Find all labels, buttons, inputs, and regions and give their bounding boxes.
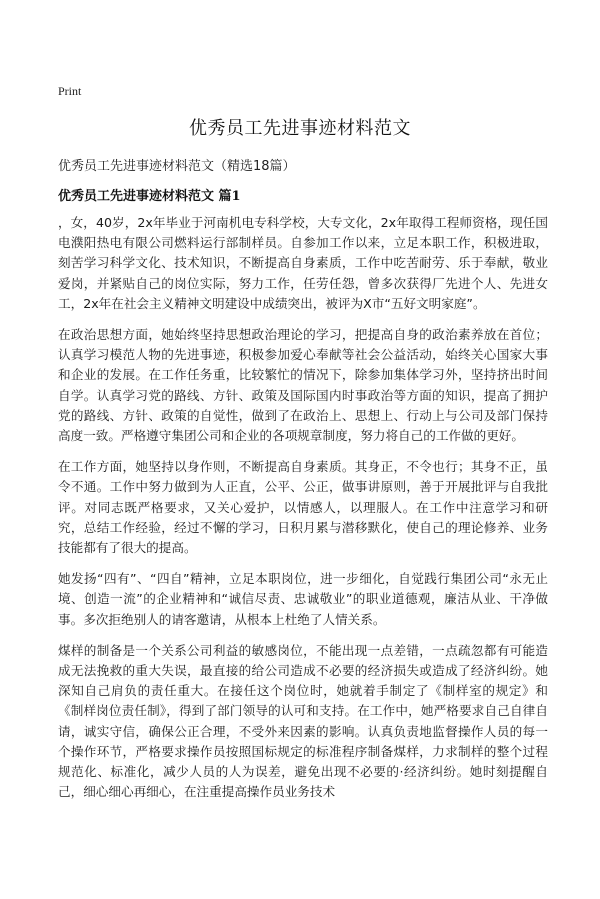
document-title: 优秀员工先进事迹材料范文 bbox=[189, 118, 411, 139]
body-text bbox=[58, 213, 548, 813]
paragraph-intro: ，女，40岁，2x年毕业于河南机电专科学校，大专文化，2x年取得工程师资格，现任国电濮阳热电有限公司燃料运行部制样员。自参加工作以来，立足本职工作，积极进取，刻苦学习科学文化、技术知识，不断提高自身素质，工作中吃苦耐劳、乐于奉献，敬业爱岗，并紧贴自己的岗位实际，努力工作，任劳任怨，曾多次获得厂先进个人、先进女工，2x年在社会主义精神文明建设中成绩突出，被评为X市“五好文明家庭”。 bbox=[58, 215, 548, 311]
paragraph-political: 在政治思想方面，她始终坚持思想政治理论的学习，把提高自身的政治素养放在首位；认真学习模范人物的先进事迹，积极参加爱心奉献等社会公益活动，始终关心国家大事和企业的发展。在工作任务重，比较繁忙的情况下，除参加集体学习外，坚持挤出时间自学。认真学习党的路线、方针、政策及国际国内时事政治等方面的知识，提高了拥护党的路线、方针、政策的自觉性，做到了在政治上、思想上、行动上与公司及部门保持高度一致。严格遵守集团公司和企业的各项规章制度，努力将自己的工作做的更好。 bbox=[58, 327, 548, 444]
paragraph-sample-prep: 煤样的制备是一个关系公司利益的敏感岗位，不能出现一点差错，一点疏忽都有可能造成无法挽救的重大失误，最直接的给公司造成不必要的经济损失或造成了经济纠纷。她深知自己肩负的责任重大。在接任这个岗位时，她就着手制定了《制样室的规定》和《制样岗位责任制》，得到了部门领导的认可和支持。在工作中，她严格要求自己自律自请，诚实守信，确保公正合理，不受外来因素的影响。认真负责地监督操作人员的每一个操作环节，严格要求操作员按照国标规定的标准程序制备煤样，力求制样的整个过程规范化、标准化，减少人员的人为误差，避免出现不必要的·经济纠纷。她时刻提醒自己，细心细心再细心，在注重提高操作员业务技术 bbox=[58, 642, 548, 800]
section-heading: 优秀员工先进事迹材料范文 篇1 bbox=[58, 189, 241, 204]
document-subtitle: 优秀员工先进事迹材料范文（精选18篇） bbox=[58, 159, 296, 174]
print-label: Print bbox=[58, 84, 82, 98]
paragraph-work: 在工作方面，她坚持以身作则，不断提高自身素质。其身正，不令也行；其身不正，虽令不通。工作中努力做到为人正直，公平、公正，做事讲原则，善于开展批评与自我批评。对同志既严格要求，又关心爱护，以情感人，以理服人。在工作中注意学习和研究，总结工作经验，经过不懈的学习，日积月累与潜移默化，使自己的理论修养、业务技能都有了很大的提高。 bbox=[58, 459, 548, 556]
paragraph-spirit: 她发扬“四有”、“四自”精神，立足本职岗位，进一步细化，自觉践行集团公司“永无止境、创造一流”的企业精神和“诚信尽责、忠诚敬业”的职业道德观，廉洁从业、干净做事。多次拒绝别人的请客邀请，从根本上杜绝了人情关系。 bbox=[58, 571, 548, 627]
